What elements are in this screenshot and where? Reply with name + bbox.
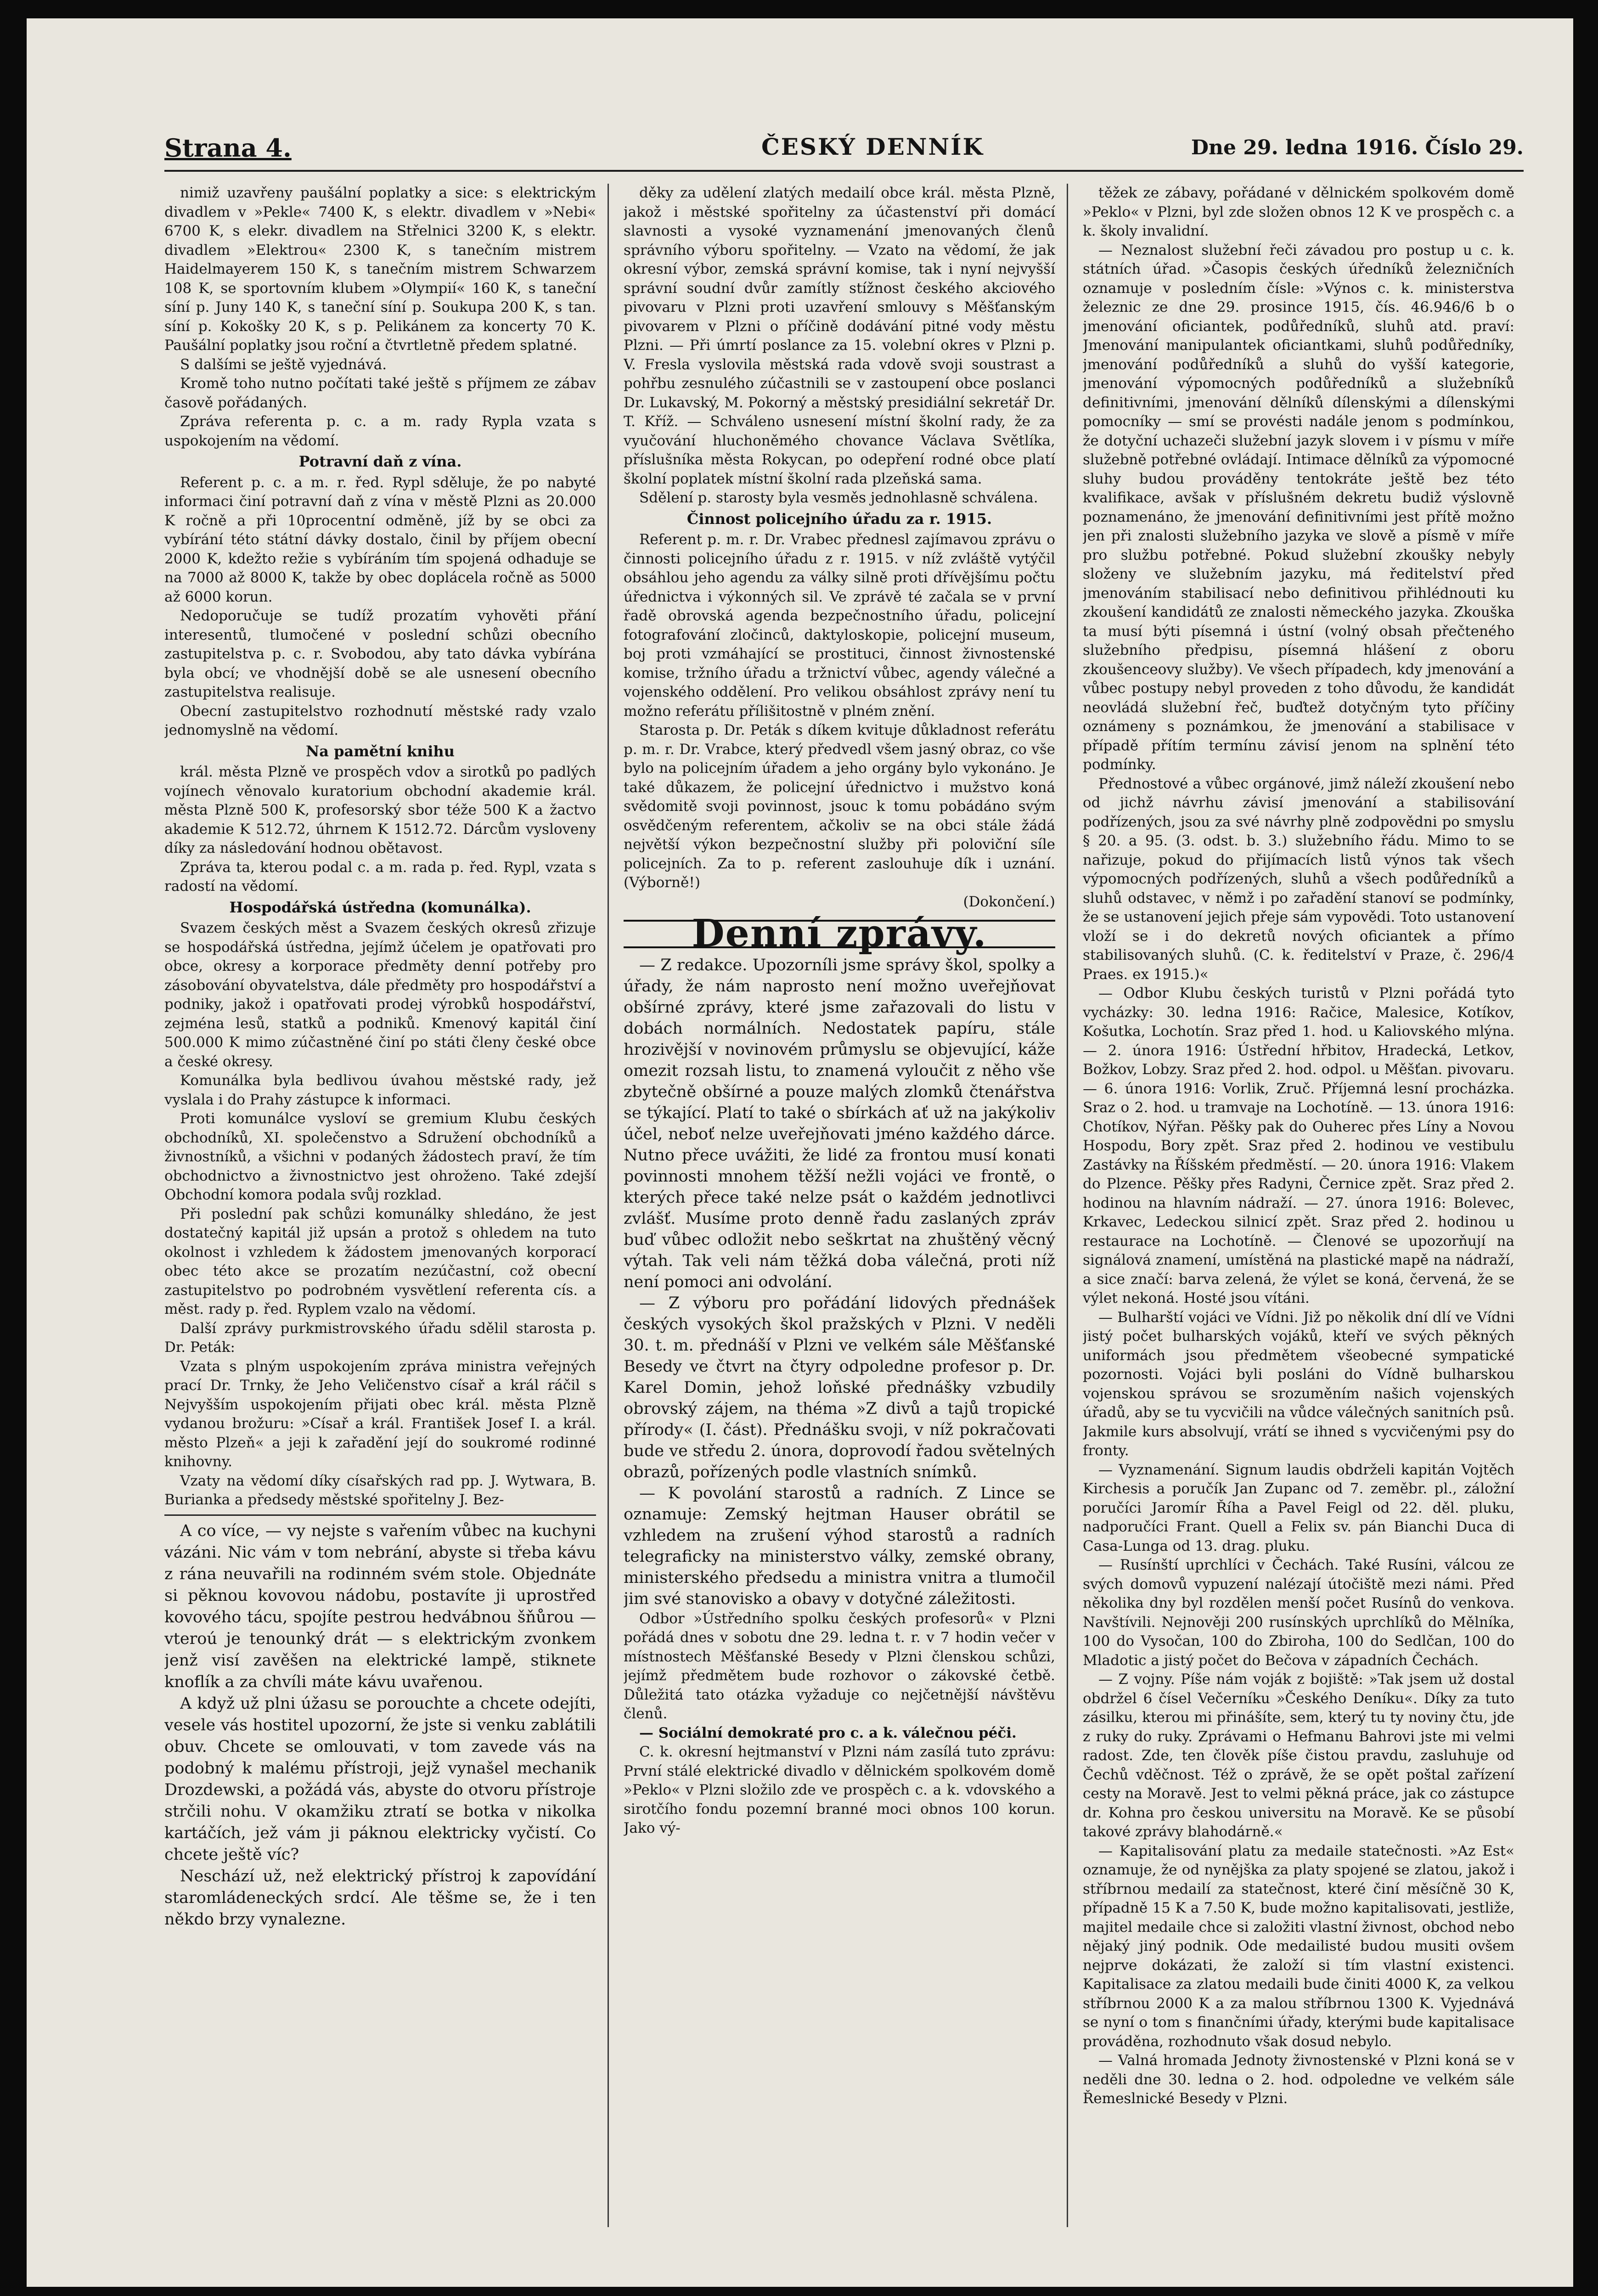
paragraph: Vzaty na vědomí díky císařských rad pp. J. Wytwara, B. Burianka a předsedy městské spořitelny J. Bez- — [164, 1472, 596, 1508]
section-heading: Činnost policejního úřadu za r. 1915. — [686, 510, 992, 528]
paragraph: král. města Plzně ve prospěch vdov a sirotků po padlých vojínech věnovalo kuratorium obchodní akademie král. města Plzně 500 K, profesorský sbor téže 500 K a žactvo akademie K 512.72, úhrnem K 1512.72. Dárcům vysloveny díky za následování hodnou obětavost. — [164, 764, 596, 856]
paragraph: Neschází už, než elektrický přístroj k zapovídání staromládeneckých srdcí. Ale těšme se, že i ten někdo brzy vynalezne. — [164, 1867, 596, 1929]
column-2 — [624, 184, 1055, 2250]
paragraph: — Rusínští uprchlíci v Čechách. Také Rusíni, válcou ze svých domovů vypuzení nalézají útočiště mezi námi. Před několika dny byl rozdělen menší počet Rusínů do venkova. Navštívili. Nejnověji 200 rusínských uprchlíků do Mělníka, 100 do Vysočan, 100 do Zbiroha, 100 do Sedlčan, 100 do Mladotic a jistý počet do Bečova v západních Čechách. — [1083, 1557, 1514, 1669]
header-rule — [164, 170, 1524, 172]
paragraph: Vzata s plným uspokojením zpráva ministra veřejných prací Dr. Trnky, že Jeho Veličenstvo císař a král ráčil s Nejvyšším uspokojením přijati obec král. města Plzně vydanou brožuru: »Císař a král. František Josef I. a král. město Plzeň« a jeji k zařadění její do soukromé rodinné knihovny. — [164, 1358, 596, 1470]
newspaper-title: ČESKÝ DENNÍK — [761, 133, 984, 160]
paragraph: Referent p. m. r. Dr. Vrabec přednesl zajímavou zprávu o činnosti policejního úřadu z r. 1915. v níž zvláště vytýčil obsáhlou jeho agendu za války silně proti dřívějšímu počtu úřednictva i výkonných sil. Ve zprávě té začala se v první řadě obrovská agenda bezpečnostního úřadu, policejní fotografování zločinců, daktyloskopie, policejní museum, boj proti vzmáhající se prostituci, činnost živnostenské komise, tržního úřadu a tržnictví vůbec, agendy válečné a vojenského oddělení. Pro velikou obsáhlost zprávy není tu možno referátu přílišitostně v plném znění. — [624, 531, 1055, 720]
section-heading: Potravní daň z vína. — [298, 453, 462, 470]
paragraph: Obecní zastupitelstvo rozhodnutí městské rady vzalo jednomyslně na vědomí. — [164, 703, 596, 738]
column-separator — [1067, 184, 1068, 2227]
column-3 — [1083, 184, 1514, 2250]
paragraph: — Z výboru pro pořádání lidových přednášek českých vysokých škol pražských v Plzni. V neděli 30. t. m. přednáší v Plzni ve velkém sále Měšťanské Besedy ve čtvrt na čtyry odpoledne profesor p. Dr. Karel Domin, jehož loňské přednášky vzbudily obrovský zájem, na théma »Z divů a tajů tropické přírody« (I. část). Přednášku svoji, v níž pokračovati bude ve středu 2. února, doprovodí řadou světelných obrazů, pořízených podle vlastních snímků. — [624, 1294, 1055, 1481]
paragraph: Svazem českých měst a Svazem českých okresů zřizuje se hospodářská ústředna, jejímž účelem je opatřovati pro obce, okresy a korporace předměty denní potřeby pro zásobování obyvatelstva, dále předměty pro hospodářství a podniky, jakož i opatřovati prodej výrobků hospodářství, zejména lesů, statků a podniků. Kmenový kapitál činí 500.000 K mimo zúčastněné činí po státi členy české obce a české okresy. — [164, 920, 596, 1070]
paragraph: — K povolání starostů a radních. Z Lince se oznamuje: Zemský hejtman Hauser obrátil se vzhledem na zrušení výhod starostů a radních telegraficky na ministerstvo války, zemské obrany, ministerského předsedu a ministra vnitra a tlumočil jim své stanovisko a obavy v dotyčné záležitosti. — [624, 1484, 1055, 1608]
paragraph: Starosta p. Dr. Peták s díkem kvituje důkladnost referátu p. m. r. Dr. Vrabce, který předvedl všem jasný obraz, co vše bylo na policejním úřadem a jeho orgány bylo vykonáno. Je také důkazem, že policejní úřednictvo i mužstvo koná svědomitě svoji povinnost, jsouc k tomu pobádáno svým osvědčeným referentem, ačkoliv se na obci stále žádá největší výkon bezpečnostní služby při poloviční síle policejních. Za to p. referent zaslouhuje dík i uznání. (Výborně!) — [624, 722, 1055, 891]
paragraph: — Z redakce. Upozorníli jsme správy škol, spolky a úřady, že nám naprosto není možno uveřejňovat obšírné zprávy, které jsme zařazovali do listu v dobách normálních. Nedostatek papíru, stále hrozivější v novinovém průmyslu se objevující, káže omezit rozsah listu, to znamená vyloučit z něho vše zbytečně obšírné a pouze malých zlomků čtenářstva se týkající. Platí to také o sbírkách ať už na jakýkoliv účel, neboť nelze uveřejňovati jméno každého dárce. Nutno přece uvážiti, že lidé za frontou musí konati povinnosti mnohem těžší nežli vojáci ve frontě, o kterých přece také nelze psát o každém jednotlivci zvlášť. Musíme proto denně řadu zaslaných zpráv buď vůbec odložit nebo seškrtat na zhuštěný věcný výtah. Tak veli nám těžká doba válečná, proti níž není pomoci ani odvolání. — [624, 956, 1055, 1291]
paragraph: Referent p. c. a m. r. řed. Rypl sděluje, že po nabyté informaci činí potravní daň z vína v městě Plzni as 20.000 K ročně a při 10procentní odměně, jíž by se obci za vybírání této státní dávky dostalo, činil by příjem obecní 2000 K, kdežto režie s vybíráním tím spojená odhaduje se na 7000 až 8000 K, takže by obec doplácela ročně as 5000 až 6000 korun. — [164, 474, 596, 605]
paragraph: C. k. okresní hejtmanství v Plzni nám zasílá tuto zprávu: První stálé elektrické divadlo v dělnickém spolkovém domě »Peklo« v Plzni složilo zde ve prospěch c. a k. vdovského a sirotčího fondu pozemní branné moci obnos 100 korun. Jako vý- — [624, 1744, 1055, 1836]
paragraph: — Valná hromada Jednoty živnostenské v Plzni koná se v neděli dne 30. ledna o 2. hod. odpoledne ve velkém sále Řemeslnické Besedy v Plzni. — [1083, 2052, 1514, 2107]
news-block — [624, 955, 1055, 1609]
paragraph: Další zprávy purkmistrovského úřadu sdělil starosta p. Dr. Peták: — [164, 1320, 596, 1356]
issue-date: Dne 29. ledna 1916. Číslo 29. — [1191, 136, 1524, 159]
paragraph: A co více, — vy nejste s vařením vůbec na kuchyni vázáni. Nic vám v tom nebrání, abyste si třeba kávu z rána neuvařili na rodinném svém stole. Objednáte si pěknou kovovou nádobu, postavíte ji uprostřed kovového tácu, spojíte pestrou hedvábnou šňůrou — vteroú je tenounký drát — s elektrickým zvonkem jenž visí zavěšen na elektrické lampě, stiknete knoflík a za chvíli máte kávu uvařenou. — [164, 1521, 596, 1691]
paragraph: Nedoporučuje se tudíž prozatím vyhověti přání interesentů, tlumočené v poslední schůzi obecního zastupitelstva p. c. r. Svobodou, aby tato dávka vybírána byla obcí; ve vhodnější době se ale usnesení obecního zastupitelstva realisuje. — [164, 608, 596, 700]
paragraph: A když už plni úžasu se porouchte a chcete odejíti, vesele vás hostitel upozorní, že jste si venku zablátili obuv. Chcete se omlouvati, v tom zavede vás na podobný k malému přístroji, jejž vynašel mechanik Drozdewski, a požádá vás, abyste do otvoru přístroje strčili nohu. V okamžiku ztratí se botka v nikolka kartáčích, jež vám ji páknou elektricky vyčistí. Co chcete ještě víc? — [164, 1694, 596, 1864]
section-heading: Hospodářská ústředna (komunálka). — [229, 898, 531, 916]
paragraph: Při poslední pak schůzi komunálky shledáno, že jest dostatečný kapitál již upsán a protož s ohledem na tuto okolnost i vzhledem k žádostem jmenovaných korporací obec této akce se prozatím nezúčastní, což obecní zastupitelstvo po podrobném vysvětlení referenta cís. a měst. rady p. řed. Ryplem vzalo na vědomí. — [164, 1205, 596, 1317]
paragraph: — Bulharští vojáci ve Vídni. Již po několik dní dlí ve Vídni jistý počet bulharských vojáků, kteří ve svých pěkných uniformách jsou předmětem všeobecné sympatické pozornosti. Vojáci byli posláni do Vídně bulharskou vojenskou správou se srozuměním našich vojenských úřadů, aby se tu vycvičili na vůdce válečných sanitních psů. Jakmile kurs absolvují, vrátí se ihned s vycvičenými psy do fronty. — [1083, 1309, 1514, 1459]
column-1 — [164, 184, 596, 2250]
paragraph: — Kapitalisování platu za medaile statečnosti. »Az Est« oznamuje, že od nynějška za platy spojené se zlatou, jakož i stříbrnou medailí za statečnost, které činí měsíčně 30 K, případně 15 K a 7.50 K, bude možno kapitalisovati, jestliže, majitel medaile chce si založiti vlastní živnost, obchod nebo nějaký jiný podnik. Ode medailisté budou musiti ovšem nejprve dokázati, že založí si tím vlastní existenci. Kapitalisace za zlatou medaili bude činiti 4000 K, za velkou stříbrnou 2000 K a za malou stříbrnou 1300 K. Vyjednává se nyní o tom s finančními úřady, kterými bude kapitalisace prováděna, rozhodnuto však dosud nebylo. — [1083, 1842, 1514, 2050]
paragraph: Sdělení p. starosty byla vesměs jednohlasně schválena. — [639, 490, 1038, 506]
paragraph: — Sociální demokraté pro c. a k. válečnou péči. — [639, 1724, 1017, 1741]
paragraph: Zpráva ta, kterou podal c. a m. rada p. řed. Rypl, vzata s radostí na vědomí. — [164, 859, 596, 895]
paragraph: Komunálka byla bedlivou úvahou městské rady, jež vyslala i do Prahy zástupce k informaci. — [164, 1072, 596, 1108]
paragraph: těžek ze zábavy, pořádané v dělnickém spolkovém domě »Peklo« v Plzni, byl zde složen obnos 12 K ve prospěch c. a k. školy invalidní. — [1083, 185, 1514, 239]
feuilleton — [164, 1520, 596, 1930]
paragraph: Kromě toho nutno počítati také ještě s příjmem ze zábav časově pořádaných. — [164, 375, 596, 411]
paragraph: děky za udělení zlatých medailí obce král. města Plzně, jakož i městské spořitelny za účastenství při domácí slavnosti a vysoké vyznamenání jmenovaných členů správního výboru spořitelny. — Vzato na vědomí, že jak okresní výbor, zemská správní komise, tak i nyní nejvyšší správní soudní dvůr zamítly stížnost českého akciového pivovaru v Plzni proti uzavření smlouvy s Měšťanským pivovarem v Plzni o příčině dodávání pitné vody městu Plzni. — Při úmrtí poslance za 15. volební okres v Plzni p. V. Fresla vyslovila městská rada vdově svoji soustrast a pohřbu zesnulého zúčastnili se v zastoupení obce poslanci Dr. Lukavský, M. Pokorný a městský presidiální sekretář Dr. T. Kříž. — Schváleno usnesení místní školní rady, že za vyučování hluchoněmého chovance Václava Světlíka, příslušníka města Rokycan, po odepření rodné obce platí školní poplatek místní školní rada plzeňská sama. — [624, 185, 1055, 487]
paragraph: — Neznalost služební řeči závadou pro postup u c. k. státních úřad. »Časopis českých úředníků železničních oznamuje v posledním čísle: »Výnos c. k. ministerstva železnic ze dne 29. prosince 1915, čís. 46.946/6 b o jmenování oficiantek, podůředníků, sluhů atd. praví: Jmenování manipulantek oficiantkami, sluhů podůředníky, jmenování podůředníků a sluhů do vyšší kategorie, jmenování výpomocných podůředníků a služebníků definitivními, jmenování dělníků dílenskými a dílenskými pomocníky — smí se provésti nadále jenom s podmínkou, že dotyční uchazeči služební jazyk slovem i v písmu v míře služebně potřebné ovládají. Intimace dělníků za výpomocné sluhy budou prováděny tentokráte ještě bez této kvalifikace, avšak v příslušném dekretu budiž výslovně poznamenáno, že jmenování definitivními jest přítě možno jen při znalosti služebního jazyka ve slově a písmě v míře pro službu potřebné. Pokud služební zkoušky nebyly složeny ve služebním jazyku, má ředitelství před jmenováním stabilisací nebo definitivou přihlédnouti ku zkoušení kandidátů ze znalosti německého jazyka. Zkouška ta musí býti písemná i ústní (volný obsah přečteného služebního předpisu, písemná hlášení z oboru zkoušenceovy služby). Ve všech případech, kdy jmenování a vůbec postupy nebyl proveden z toho důvodu, že kandidát neovládá služební řeč, buďtež dotyčným tyto příčiny oznámeny s poznámkou, že jmenování a stabilisace v případě přítím termínu závisí jenom na splnění této podmínky. — [1083, 242, 1514, 773]
column-separator — [608, 184, 609, 2227]
page-number: Strana 4. — [164, 133, 292, 163]
section-masthead: Denní zprávy. — [624, 920, 1055, 948]
paragraph: — Z vojny. Píše nám voják z bojiště: »Tak jsem už dostal obdržel 6 čísel Večerníku »Českého Deníku«. Díky za tuto zásilku, kterou mi přinášíte, sem, který tu ty noviny čtu, jde z ruky do ruky. Zprávami o Hefmanu Bahrovi jste mi velmi radost. Zde, ten člověk píše čistou pravdu, zasluhuje od Čechů vděčnost. Též o zprávě, že se opět poštal zařízení cesty na Moravě. Jest to velmi pěkná práce, jak co zástupce dr. Kohna pro českou universitu na Moravě. Ke se působí takové zprávy blahodárně.« — [1083, 1671, 1514, 1840]
paragraph: — Odbor Klubu českých turistů v Plzni pořádá tyto vycházky: 30. ledna 1916: Račice, Malesice, Kotíkov, Košutka, Lochotín. Sraz před 1. hod. u Kaliovského mlýna. — 2. února 1916: Ústřední hřbitov, Hradecká, Letkov, Božkov, Lobzy. Sraz před 2. hod. odpol. u Měšťan. pivovaru. — 6. února 1916: Vorlik, Zruč. Příjemná lesní procházka. Sraz o 2. hod. u tramvaje na Lochotíně. — 13. února 1916: Chotíkov, Nýřan. Pěšky pak do Ouherec přes Líny a Novou Hospodu, Bory zpět. Sraz před 2. hodinou ve vestibulu Zastávky na Říšském předměstí. — 20. února 1916: Vlakem do Plzence. Pěšky přes Radyni, Černice zpět. Sraz před 2. hodinou na hlavním nádraží. — 27. února 1916: Bolevec, Krkavec, Ledeckou silnicí zpět. Sraz před 2. hodinou u restaurace na Lochotíně. — Členové se upozorňují na signálová znamení, umístěná na plastické mapě na nádraží, a sice značí: barva zelená, že výlet se koná, červená, že se výlet nekoná. Hosté jsou vítáni. — [1083, 985, 1514, 1306]
continued-note: (Dokončení.) — [963, 893, 1055, 910]
section-heading: Na pamětní knihu — [306, 742, 455, 760]
paragraph: Zpráva referenta p. c. a m. rady Rypla vzata s uspokojením na vědomí. — [164, 413, 596, 449]
paragraph: Přednostové a vůbec orgánové, jimž náleží zkoušení nebo od jichž návrhu závisí jmenování a stabilisování podřízených, jsou za své návrhy plně zodpovědni po smyslu § 20. a 95. (3. odst. b. 3.) služebního řádu. Mimo to se nařizuje, pokud do přijímacích listů výnos tak všech výpomocných podřízených, sluhů a všech podůředníků a sluhů odstavec, v němž i po zařadění stanoví se podmínky, že se ustanovení jejich přeje sám vypovědi. Toto ustanovení vloží se i do dekretů nových oficiantek a přímo stabilisovaných sluhů. (C. k. ředitelství v Praze, č. 296/4 Praes. ex 1915.)« — [1083, 775, 1514, 983]
page-body — [27, 18, 1573, 2287]
column-divider — [164, 1514, 596, 1516]
paragraph: S dalšími se ještě vyjednává. — [180, 356, 387, 373]
paragraph: Proti komunálce vysloví se gremium Klubu českých obchodníků, XI. společenstvo a Sdružení obchodníků a živnostníků, a všichni v podaných žádostech praví, že tím obchodnictvo a živnostnictvo jest ohroženo. Také zdejší Obchodní komora podala svůj rozklad. — [164, 1110, 596, 1203]
paragraph: nimiž uzavřeny paušální poplatky a sice: s elektrickým divadlem v »Pekle« 7400 K, s elektr. divadlem v »Nebi« 6700 K, s elekr. divadlem na Střelnici 3200 K, s elektr. divadlem »Elektrou« 2300 K, s tanečním mistrem Haidelmayerem 150 K, s tanečním mistrem Schwarzem 108 K, se sportovním klubem »Olympií« 160 K, s taneční síní p. Juny 140 K, s taneční síní p. Soukupa 200 K, s tan. síní p. Kokošky 20 K, s p. Pelikánem za koncerty 70 K. Paušální poplatky jsou roční a čtvrtletně předem splatné. — [164, 185, 596, 354]
paragraph: Odbor »Ústředního spolku českých profesorů« v Plzni pořádá dnes v sobotu dne 29. ledna t. r. v 7 hodin večer v místnostech Měšťanské Besedy v Plzni členskou schůzi, jejímž předmětem bude rozhovor o zákovské četbě. Důležitá tato otázka vyžaduje co nejčetnější návštěvu členů. — [624, 1610, 1055, 1722]
paragraph: — Vyznamenání. Signum laudis obdrželi kapitán Vojtěch Kirchesis a poručík Jan Zupanc od 7. zeměbr. pl., záložní poručíci Jaromír Říha a Pavel Feigl od 22. děl. pluku, nadporučíci Frant. Quell a Felix sv. pán Bianchi Duca di Casa-Lunga od 13. drag. pluku. — [1083, 1461, 1514, 1554]
